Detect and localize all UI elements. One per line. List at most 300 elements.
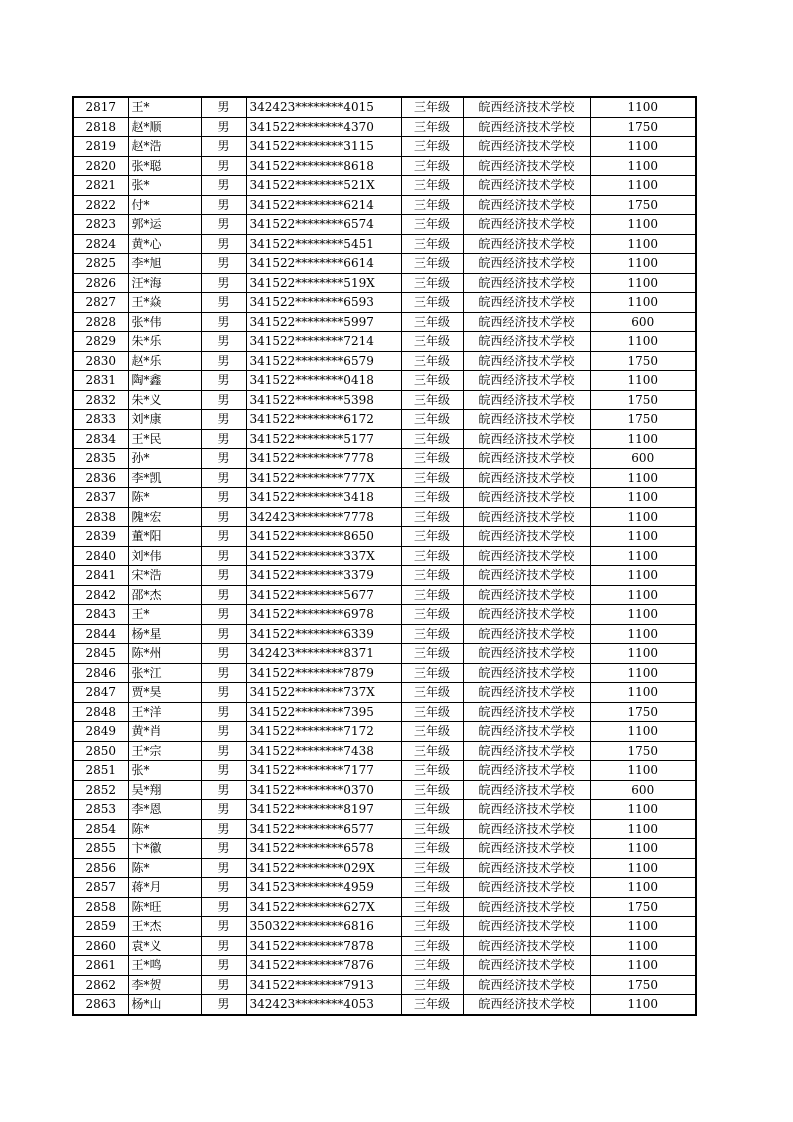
row-number-cell: 2842 — [73, 585, 128, 605]
gender-cell: 男 — [201, 156, 246, 176]
student-name-cell: 吴*翔 — [128, 780, 201, 800]
student-name-cell: 王*杰 — [128, 917, 201, 937]
school-cell: 皖西经济技术学校 — [463, 332, 590, 352]
student-name-cell: 袁*义 — [128, 936, 201, 956]
id-number-cell: 341522********5677 — [246, 585, 401, 605]
amount-cell: 1750 — [590, 351, 696, 371]
grade-cell: 三年级 — [401, 858, 463, 878]
grade-cell: 三年级 — [401, 741, 463, 761]
amount-cell: 1100 — [590, 800, 696, 820]
table-row — [73, 254, 696, 274]
table-row — [73, 390, 696, 410]
table-row — [73, 137, 696, 157]
grade-cell: 三年级 — [401, 546, 463, 566]
id-number-cell: 341522********3115 — [246, 137, 401, 157]
row-number-cell: 2829 — [73, 332, 128, 352]
id-number-cell: 341522********627X — [246, 897, 401, 917]
row-number-cell: 2861 — [73, 956, 128, 976]
amount-cell: 1100 — [590, 956, 696, 976]
id-number-cell: 341522********7438 — [246, 741, 401, 761]
grade-cell: 三年级 — [401, 566, 463, 586]
school-cell: 皖西经济技术学校 — [463, 858, 590, 878]
id-number-cell: 341522********7879 — [246, 663, 401, 683]
id-number-cell: 341522********337X — [246, 546, 401, 566]
grade-cell: 三年级 — [401, 975, 463, 995]
student-name-cell: 陈* — [128, 858, 201, 878]
student-name-cell: 黄*肖 — [128, 722, 201, 742]
student-name-cell: 郭*运 — [128, 215, 201, 235]
table-row — [73, 293, 696, 313]
gender-cell: 男 — [201, 800, 246, 820]
gender-cell: 男 — [201, 195, 246, 215]
school-cell: 皖西经济技术学校 — [463, 254, 590, 274]
student-name-cell: 付* — [128, 195, 201, 215]
amount-cell: 1100 — [590, 332, 696, 352]
gender-cell: 男 — [201, 234, 246, 254]
grade-cell: 三年级 — [401, 819, 463, 839]
table-row — [73, 780, 696, 800]
gender-cell: 男 — [201, 351, 246, 371]
id-number-cell: 341522********0370 — [246, 780, 401, 800]
id-number-cell: 341522********7172 — [246, 722, 401, 742]
amount-cell: 1750 — [590, 702, 696, 722]
school-cell: 皖西经济技术学校 — [463, 897, 590, 917]
student-name-cell: 李*旭 — [128, 254, 201, 274]
school-cell: 皖西经济技术学校 — [463, 117, 590, 137]
amount-cell: 1100 — [590, 156, 696, 176]
table-row — [73, 117, 696, 137]
grade-cell: 三年级 — [401, 917, 463, 937]
student-name-cell: 王*焱 — [128, 293, 201, 313]
gender-cell: 男 — [201, 644, 246, 664]
grade-cell: 三年级 — [401, 390, 463, 410]
student-name-cell: 邵*杰 — [128, 585, 201, 605]
student-name-cell: 赵*浩 — [128, 137, 201, 157]
amount-cell: 1100 — [590, 585, 696, 605]
grade-cell: 三年级 — [401, 488, 463, 508]
grade-cell: 三年级 — [401, 624, 463, 644]
id-number-cell: 342423********4015 — [246, 97, 401, 117]
student-name-cell: 杨*山 — [128, 995, 201, 1015]
row-number-cell: 2821 — [73, 176, 128, 196]
gender-cell: 男 — [201, 312, 246, 332]
school-cell: 皖西经济技术学校 — [463, 156, 590, 176]
row-number-cell: 2859 — [73, 917, 128, 937]
row-number-cell: 2828 — [73, 312, 128, 332]
student-name-cell: 王*民 — [128, 429, 201, 449]
school-cell: 皖西经济技术学校 — [463, 936, 590, 956]
amount-cell: 1100 — [590, 546, 696, 566]
table-row — [73, 351, 696, 371]
row-number-cell: 2838 — [73, 507, 128, 527]
grade-cell: 三年级 — [401, 410, 463, 430]
table-row — [73, 878, 696, 898]
grade-cell: 三年级 — [401, 273, 463, 293]
gender-cell: 男 — [201, 293, 246, 313]
school-cell: 皖西经济技术学校 — [463, 819, 590, 839]
id-number-cell: 350322********6816 — [246, 917, 401, 937]
row-number-cell: 2862 — [73, 975, 128, 995]
amount-cell: 1100 — [590, 644, 696, 664]
row-number-cell: 2852 — [73, 780, 128, 800]
grade-cell: 三年级 — [401, 137, 463, 157]
gender-cell: 男 — [201, 371, 246, 391]
student-name-cell: 贾*昊 — [128, 683, 201, 703]
student-name-cell: 刘*康 — [128, 410, 201, 430]
amount-cell: 1100 — [590, 234, 696, 254]
id-number-cell: 341522********4370 — [246, 117, 401, 137]
row-number-cell: 2851 — [73, 761, 128, 781]
student-name-cell: 赵*顺 — [128, 117, 201, 137]
row-number-cell: 2823 — [73, 215, 128, 235]
id-number-cell: 341522********7177 — [246, 761, 401, 781]
amount-cell: 1750 — [590, 975, 696, 995]
gender-cell: 男 — [201, 390, 246, 410]
student-name-cell: 王*宗 — [128, 741, 201, 761]
amount-cell: 1750 — [590, 410, 696, 430]
amount-cell: 1100 — [590, 293, 696, 313]
school-cell: 皖西经济技术学校 — [463, 917, 590, 937]
grade-cell: 三年级 — [401, 195, 463, 215]
gender-cell: 男 — [201, 995, 246, 1015]
row-number-cell: 2854 — [73, 819, 128, 839]
row-number-cell: 2825 — [73, 254, 128, 274]
table-row — [73, 995, 696, 1015]
school-cell: 皖西经济技术学校 — [463, 176, 590, 196]
student-name-cell: 刘*伟 — [128, 546, 201, 566]
table-row — [73, 741, 696, 761]
student-name-cell: 杨*星 — [128, 624, 201, 644]
table-row — [73, 897, 696, 917]
amount-cell: 1100 — [590, 683, 696, 703]
row-number-cell: 2833 — [73, 410, 128, 430]
grade-cell: 三年级 — [401, 897, 463, 917]
school-cell: 皖西经济技术学校 — [463, 371, 590, 391]
row-number-cell: 2836 — [73, 468, 128, 488]
gender-cell: 男 — [201, 527, 246, 547]
gender-cell: 男 — [201, 449, 246, 469]
id-number-cell: 342423********4053 — [246, 995, 401, 1015]
amount-cell: 1100 — [590, 97, 696, 117]
school-cell: 皖西经济技术学校 — [463, 839, 590, 859]
gender-cell: 男 — [201, 702, 246, 722]
id-number-cell: 341522********0418 — [246, 371, 401, 391]
table-row — [73, 332, 696, 352]
school-cell: 皖西经济技术学校 — [463, 273, 590, 293]
amount-cell: 1100 — [590, 839, 696, 859]
grade-cell: 三年级 — [401, 429, 463, 449]
school-cell: 皖西经济技术学校 — [463, 605, 590, 625]
table-row — [73, 273, 696, 293]
school-cell: 皖西经济技术学校 — [463, 956, 590, 976]
table-row — [73, 527, 696, 547]
grade-cell: 三年级 — [401, 605, 463, 625]
row-number-cell: 2834 — [73, 429, 128, 449]
gender-cell: 男 — [201, 546, 246, 566]
school-cell: 皖西经济技术学校 — [463, 137, 590, 157]
student-name-cell: 张* — [128, 761, 201, 781]
id-number-cell: 341522********6593 — [246, 293, 401, 313]
student-name-cell: 孙* — [128, 449, 201, 469]
gender-cell: 男 — [201, 839, 246, 859]
gender-cell: 男 — [201, 917, 246, 937]
grade-cell: 三年级 — [401, 97, 463, 117]
table-row — [73, 800, 696, 820]
table-row — [73, 429, 696, 449]
table-row — [73, 176, 696, 196]
row-number-cell: 2858 — [73, 897, 128, 917]
grade-cell: 三年级 — [401, 293, 463, 313]
grade-cell: 三年级 — [401, 644, 463, 664]
row-number-cell: 2849 — [73, 722, 128, 742]
gender-cell: 男 — [201, 137, 246, 157]
id-number-cell: 341522********5398 — [246, 390, 401, 410]
id-number-cell: 341522********3418 — [246, 488, 401, 508]
grade-cell: 三年级 — [401, 780, 463, 800]
table-row — [73, 819, 696, 839]
amount-cell: 1100 — [590, 995, 696, 1015]
student-name-cell: 隗*宏 — [128, 507, 201, 527]
id-number-cell: 341522********7913 — [246, 975, 401, 995]
grade-cell: 三年级 — [401, 156, 463, 176]
table-row — [73, 215, 696, 235]
id-number-cell: 342423********7778 — [246, 507, 401, 527]
gender-cell: 男 — [201, 956, 246, 976]
gender-cell: 男 — [201, 117, 246, 137]
student-subsidy-table — [72, 96, 697, 1016]
id-number-cell: 341522********7214 — [246, 332, 401, 352]
student-name-cell: 汪*海 — [128, 273, 201, 293]
student-name-cell: 陶*鑫 — [128, 371, 201, 391]
school-cell: 皖西经济技术学校 — [463, 468, 590, 488]
grade-cell: 三年级 — [401, 995, 463, 1015]
gender-cell: 男 — [201, 897, 246, 917]
amount-cell: 1750 — [590, 117, 696, 137]
student-name-cell: 王* — [128, 605, 201, 625]
row-number-cell: 2855 — [73, 839, 128, 859]
amount-cell: 1100 — [590, 468, 696, 488]
gender-cell: 男 — [201, 624, 246, 644]
amount-cell: 1100 — [590, 917, 696, 937]
grade-cell: 三年级 — [401, 761, 463, 781]
table-row — [73, 917, 696, 937]
school-cell: 皖西经济技术学校 — [463, 878, 590, 898]
id-number-cell: 341522********3379 — [246, 566, 401, 586]
row-number-cell: 2847 — [73, 683, 128, 703]
student-name-cell: 蒋*月 — [128, 878, 201, 898]
student-name-cell: 张* — [128, 176, 201, 196]
gender-cell: 男 — [201, 819, 246, 839]
amount-cell: 1100 — [590, 371, 696, 391]
grade-cell: 三年级 — [401, 176, 463, 196]
id-number-cell: 341522********6214 — [246, 195, 401, 215]
row-number-cell: 2827 — [73, 293, 128, 313]
student-name-cell: 陈* — [128, 819, 201, 839]
school-cell: 皖西经济技术学校 — [463, 800, 590, 820]
row-number-cell: 2839 — [73, 527, 128, 547]
gender-cell: 男 — [201, 975, 246, 995]
row-number-cell: 2843 — [73, 605, 128, 625]
gender-cell: 男 — [201, 761, 246, 781]
gender-cell: 男 — [201, 878, 246, 898]
table-row — [73, 234, 696, 254]
id-number-cell: 341522********519X — [246, 273, 401, 293]
grade-cell: 三年级 — [401, 507, 463, 527]
amount-cell: 1100 — [590, 722, 696, 742]
grade-cell: 三年级 — [401, 722, 463, 742]
school-cell: 皖西经济技术学校 — [463, 488, 590, 508]
table-row — [73, 566, 696, 586]
id-number-cell: 341522********5451 — [246, 234, 401, 254]
school-cell: 皖西经济技术学校 — [463, 429, 590, 449]
gender-cell: 男 — [201, 215, 246, 235]
gender-cell: 男 — [201, 488, 246, 508]
table-row — [73, 839, 696, 859]
amount-cell: 1100 — [590, 273, 696, 293]
gender-cell: 男 — [201, 410, 246, 430]
row-number-cell: 2817 — [73, 97, 128, 117]
table-row — [73, 488, 696, 508]
student-name-cell: 张*聪 — [128, 156, 201, 176]
amount-cell: 1100 — [590, 488, 696, 508]
grade-cell: 三年级 — [401, 468, 463, 488]
table-row — [73, 449, 696, 469]
row-number-cell: 2822 — [73, 195, 128, 215]
grade-cell: 三年级 — [401, 371, 463, 391]
amount-cell: 600 — [590, 449, 696, 469]
grade-cell: 三年级 — [401, 956, 463, 976]
gender-cell: 男 — [201, 683, 246, 703]
id-number-cell: 341522********029X — [246, 858, 401, 878]
table-row — [73, 156, 696, 176]
gender-cell: 男 — [201, 176, 246, 196]
row-number-cell: 2819 — [73, 137, 128, 157]
id-number-cell: 341523********4959 — [246, 878, 401, 898]
id-number-cell: 341522********6577 — [246, 819, 401, 839]
school-cell: 皖西经济技术学校 — [463, 975, 590, 995]
amount-cell: 1100 — [590, 819, 696, 839]
amount-cell: 1100 — [590, 936, 696, 956]
row-number-cell: 2818 — [73, 117, 128, 137]
gender-cell: 男 — [201, 663, 246, 683]
amount-cell: 1100 — [590, 254, 696, 274]
id-number-cell: 342423********8371 — [246, 644, 401, 664]
table-row — [73, 546, 696, 566]
row-number-cell: 2856 — [73, 858, 128, 878]
gender-cell: 男 — [201, 254, 246, 274]
grade-cell: 三年级 — [401, 254, 463, 274]
school-cell: 皖西经济技术学校 — [463, 585, 590, 605]
table-row — [73, 507, 696, 527]
row-number-cell: 2820 — [73, 156, 128, 176]
id-number-cell: 341522********6578 — [246, 839, 401, 859]
id-number-cell: 341522********7395 — [246, 702, 401, 722]
student-name-cell: 李*凯 — [128, 468, 201, 488]
row-number-cell: 2840 — [73, 546, 128, 566]
gender-cell: 男 — [201, 858, 246, 878]
gender-cell: 男 — [201, 97, 246, 117]
school-cell: 皖西经济技术学校 — [463, 663, 590, 683]
amount-cell: 600 — [590, 312, 696, 332]
id-number-cell: 341522********6614 — [246, 254, 401, 274]
amount-cell: 1100 — [590, 215, 696, 235]
amount-cell: 1100 — [590, 566, 696, 586]
table-row — [73, 468, 696, 488]
student-name-cell: 王* — [128, 97, 201, 117]
id-number-cell: 341522********5997 — [246, 312, 401, 332]
school-cell: 皖西经济技术学校 — [463, 566, 590, 586]
grade-cell: 三年级 — [401, 117, 463, 137]
id-number-cell: 341522********777X — [246, 468, 401, 488]
grade-cell: 三年级 — [401, 663, 463, 683]
gender-cell: 男 — [201, 468, 246, 488]
row-number-cell: 2848 — [73, 702, 128, 722]
grade-cell: 三年级 — [401, 234, 463, 254]
school-cell: 皖西经济技术学校 — [463, 702, 590, 722]
row-number-cell: 2824 — [73, 234, 128, 254]
row-number-cell: 2837 — [73, 488, 128, 508]
grade-cell: 三年级 — [401, 527, 463, 547]
student-name-cell: 李*恩 — [128, 800, 201, 820]
school-cell: 皖西经济技术学校 — [463, 546, 590, 566]
school-cell: 皖西经济技术学校 — [463, 995, 590, 1015]
student-name-cell: 张*伟 — [128, 312, 201, 332]
school-cell: 皖西经济技术学校 — [463, 624, 590, 644]
id-number-cell: 341522********6978 — [246, 605, 401, 625]
table-row — [73, 936, 696, 956]
id-number-cell: 341522********737X — [246, 683, 401, 703]
school-cell: 皖西经济技术学校 — [463, 644, 590, 664]
table-row — [73, 371, 696, 391]
table-row — [73, 975, 696, 995]
school-cell: 皖西经济技术学校 — [463, 780, 590, 800]
id-number-cell: 341522********6574 — [246, 215, 401, 235]
id-number-cell: 341522********8618 — [246, 156, 401, 176]
school-cell: 皖西经济技术学校 — [463, 390, 590, 410]
student-name-cell: 陈*旺 — [128, 897, 201, 917]
gender-cell: 男 — [201, 936, 246, 956]
amount-cell: 1100 — [590, 663, 696, 683]
row-number-cell: 2830 — [73, 351, 128, 371]
gender-cell: 男 — [201, 605, 246, 625]
grade-cell: 三年级 — [401, 449, 463, 469]
gender-cell: 男 — [201, 429, 246, 449]
id-number-cell: 341522********7878 — [246, 936, 401, 956]
school-cell: 皖西经济技术学校 — [463, 449, 590, 469]
table-body — [73, 97, 696, 1015]
table-row — [73, 644, 696, 664]
school-cell: 皖西经济技术学校 — [463, 195, 590, 215]
student-name-cell: 董*阳 — [128, 527, 201, 547]
table-row — [73, 410, 696, 430]
student-name-cell: 张*江 — [128, 663, 201, 683]
gender-cell: 男 — [201, 585, 246, 605]
student-name-cell: 朱*乐 — [128, 332, 201, 352]
student-name-cell: 陈*州 — [128, 644, 201, 664]
row-number-cell: 2845 — [73, 644, 128, 664]
gender-cell: 男 — [201, 273, 246, 293]
amount-cell: 1100 — [590, 624, 696, 644]
grade-cell: 三年级 — [401, 800, 463, 820]
amount-cell: 1100 — [590, 605, 696, 625]
id-number-cell: 341522********5177 — [246, 429, 401, 449]
amount-cell: 1750 — [590, 897, 696, 917]
grade-cell: 三年级 — [401, 683, 463, 703]
id-number-cell: 341522********6172 — [246, 410, 401, 430]
id-number-cell: 341522********8197 — [246, 800, 401, 820]
row-number-cell: 2853 — [73, 800, 128, 820]
grade-cell: 三年级 — [401, 351, 463, 371]
